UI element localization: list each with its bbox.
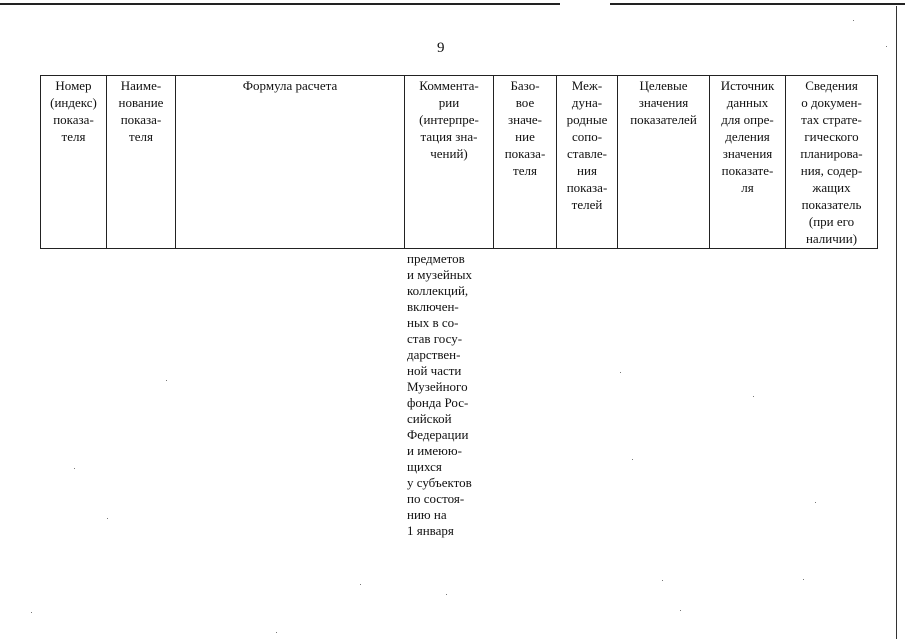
scan-speck (276, 632, 277, 633)
column-header-target-values: Целевые значения показателей (618, 76, 710, 249)
scan-speck (632, 459, 633, 460)
column-header-comments: Коммента- рии (интерпре- тация зна- чений) (405, 76, 494, 249)
column-header-data-source: Источник данных для опре- деления значения показате- ля (710, 76, 786, 249)
scan-speck (886, 46, 887, 47)
top-border-gap (560, 2, 610, 6)
column-header-strategic-docs: Сведения о докумен- тах страте- гического планирова- ния, содер- жащих показатель (при его наличии) (786, 76, 878, 249)
scan-speck (680, 610, 681, 611)
scan-speck (803, 579, 804, 580)
column-header-name: Наиме- нование показа- теля (107, 76, 176, 249)
page-number: 9 (437, 40, 445, 56)
column-header-formula: Формула расчета (176, 76, 405, 249)
comments-continuation-text: предметов и музейных коллекций, включен- ных в со- став госу- дарствен- ной части Музейного фонда Рос- сийской Федерации и имеюю- щихся у субъектов по состоя- нию на 1 января (407, 251, 472, 538)
top-border-line (0, 3, 905, 5)
column-header-base-value: Базо- вое значе- ние показа- теля (494, 76, 557, 249)
indicators-header-table (40, 75, 878, 249)
column-header-number: Номер (индекс) показа- теля (41, 76, 107, 249)
scan-speck (107, 518, 108, 519)
header-row (41, 76, 878, 249)
scan-speck (815, 502, 816, 503)
scan-speck (360, 584, 361, 585)
scan-speck (662, 580, 663, 581)
scan-speck (31, 612, 32, 613)
scan-speck (166, 380, 167, 381)
scan-speck (853, 20, 854, 21)
right-border-line (896, 6, 897, 639)
column-header-international: Меж- дуна- родные сопо- ставле- ния показа- телей (557, 76, 618, 249)
scan-speck (753, 396, 754, 397)
scan-speck (620, 372, 621, 373)
scan-speck (446, 594, 447, 595)
scan-speck (74, 468, 75, 469)
